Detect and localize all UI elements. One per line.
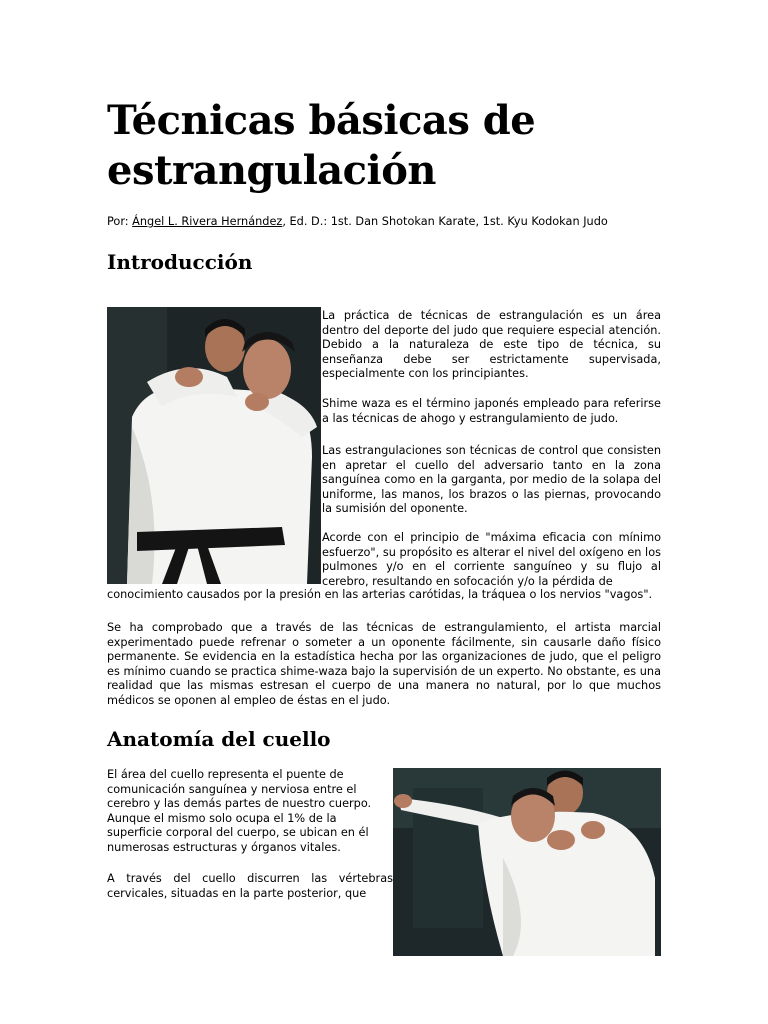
author-link[interactable]: Ángel L. Rivera Hernández: [132, 215, 283, 228]
byline-prefix: Por:: [107, 215, 133, 228]
anatomy-paragraph-1: El área del cuello representa el puente de comunicación sanguínea y nerviosa entre el cerebro y las demás partes de nuestro cuerpo. Aunque el mismo solo ocupa el 1% de la superficie corporal del cuerpo, se ubican en él numerosas estructuras y órganos vitales.: [107, 768, 372, 854]
judo-photo-1-image: [107, 307, 321, 584]
intro-heading: Introducción: [107, 250, 253, 274]
byline-suffix: , Ed. D.: 1st. Dan Shotokan Karate, 1st. Kyu Kodokan Judo: [282, 215, 608, 228]
anatomy-paragraph-2: A través del cuello discurren las vértebras cervicales, situadas en la parte posterior, que: [107, 872, 393, 900]
intro-paragraph-4a: Acorde con el principio de "máxima eficacia con mínimo esfuerzo", su propósito es alterar el nivel del oxígeno en los pulmones y/o en el corriente sanguíneo y su flujo al cerebro, resultando en sofocación y/o la pérdida de: [322, 531, 661, 588]
intro-paragraph-3: Las estrangulaciones son técnicas de control que consisten en apretar el cuello del adversario tanto en la zona sanguínea como en la garganta, por medio de la solapa del uniforme, las manos, los brazos o las piernas, provocando la sumisión del oponente.: [322, 444, 661, 515]
intro-paragraph-2: Shime waza es el término japonés empleado para referirse a las técnicas de ahogo y estrangulamiento de judo.: [322, 397, 661, 425]
judo-photo-1: [107, 307, 321, 584]
judo-photo-2-image: [393, 768, 661, 956]
byline: [107, 215, 661, 228]
page-title: Técnicas básicas de estrangulación: [107, 97, 536, 194]
intro-paragraph-5: Se ha comprobado que a través de las técnicas de estrangulamiento, el artista marcial experimentado puede refrenar o someter a un oponente fácilmente, sin causarle daño físico permanente. Se evidencia en la estadística hecha por las organizaciones de judo, que el peligro es mínimo cuando se practica shime-waza bajo la supervisión de un experto. No obstante, es una realidad que las mismas estresan el cuerpo de una manera no natural, por lo que muchos médicos se oponen al empleo de éstas en el judo.: [107, 621, 661, 707]
judo-photo-2: [393, 768, 661, 956]
intro-paragraph-4b: conocimiento causados por la presión en las arterias carótidas, la tráquea o los nervios "vagos".: [107, 588, 653, 601]
anatomy-heading: Anatomía del cuello: [107, 727, 331, 751]
intro-paragraph-1: La práctica de técnicas de estrangulación es un área dentro del deporte del judo que requiere especial atención. Debido a la naturaleza de este tipo de técnica, su enseñanza debe ser estrictamente supervisada, especialmente con los principiantes.: [322, 309, 661, 380]
